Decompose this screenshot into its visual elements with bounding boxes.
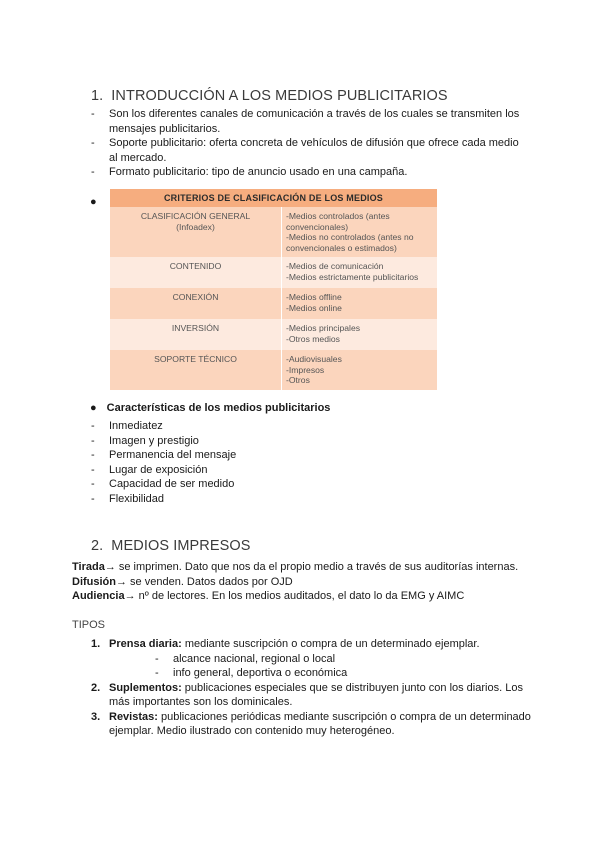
characteristics-heading: ● Características de los medios publicitarios xyxy=(90,402,331,414)
type-item: 1. Prensa diaria: mediante suscripción o compra de un determinado ejemplar. - alcance nacional, regional o local - info general, deportiva o económica xyxy=(91,637,531,681)
intro-item: - Soporte publicitario: oferta concreta de vehículos de difusión que ofrece cada medio al mercado. xyxy=(91,136,529,165)
table-cell-category: SOPORTE TÉCNICO xyxy=(110,350,282,390)
table-row xyxy=(110,257,437,288)
table-cell-values: -Medios offline -Medios online xyxy=(282,288,438,319)
definition-line: Audiencia→ nº de lectores. En los medios auditados, el dato lo da EMG y AIMC xyxy=(72,590,465,602)
section-2-heading xyxy=(91,538,251,554)
type-subitems xyxy=(155,652,531,681)
table-row xyxy=(110,207,437,257)
definition-line: Difusión→ se venden. Datos dados por OJD xyxy=(72,575,293,588)
section-2-title: MEDIOS IMPRESOS xyxy=(111,538,251,554)
table-cell-values: -Medios controlados (antes convencionales) -Medios no controlados (antes no convencionales o estimados) xyxy=(282,207,438,257)
bullet: ● xyxy=(90,196,97,208)
list-item: - Lugar de exposición xyxy=(91,463,236,478)
list-item: - Capacidad de ser medido xyxy=(91,477,236,492)
table-cell-category: CLASIFICACIÓN GENERAL (Infoadex) xyxy=(110,207,282,257)
characteristics-list xyxy=(91,419,236,506)
sub-item: - alcance nacional, regional o local xyxy=(155,652,531,667)
type-item: 3. Revistas: publicaciones periódicas mediante suscripción o compra de un determinado ejemplar. Medio ilustrado con contenido muy heterogéneo. xyxy=(91,710,531,737)
table-row xyxy=(110,288,437,319)
table-cell-category: CONEXIÓN xyxy=(110,288,282,319)
classification-table xyxy=(110,189,437,390)
types-label: TIPOS xyxy=(72,619,106,631)
section-2-number: 2. xyxy=(91,538,104,554)
table-row xyxy=(110,350,437,390)
definitions xyxy=(72,560,518,604)
sub-item: - info general, deportiva o económica xyxy=(155,666,531,681)
table-cell-values: -Medios principales -Otros medios xyxy=(282,319,438,350)
intro-item: - Son los diferentes canales de comunicación a través de los cuales se transmiten los mensajes publicitarios. xyxy=(91,107,529,136)
table-cell-category: CONTENIDO xyxy=(110,257,282,288)
table-cell-category: INVERSIÓN xyxy=(110,319,282,350)
section-1-heading xyxy=(91,88,448,104)
list-item: - Permanencia del mensaje xyxy=(91,448,236,463)
types-list xyxy=(91,637,531,739)
list-item: - Inmediatez xyxy=(91,419,236,434)
list-item: - Imagen y prestigio xyxy=(91,434,236,449)
list-item: - Flexibilidad xyxy=(91,492,236,507)
table-header: CRITERIOS DE CLASIFICACIÓN DE LOS MEDIOS xyxy=(110,189,437,207)
intro-list xyxy=(91,107,531,180)
type-item: 2. Suplementos: publicaciones especiales que se distribuyen junto con los diarios. Los más importantes son los dominicales. xyxy=(91,681,523,708)
section-1-number: 1. xyxy=(91,88,104,104)
section-1-title: INTRODUCCIÓN A LOS MEDIOS PUBLICITARIOS xyxy=(111,88,448,104)
table-cell-values: -Medios de comunicación -Medios estrictamente publicitarios xyxy=(282,257,438,288)
definition-line: Tirada→ se imprimen. Dato que nos da el propio medio a través de sus auditorías internas. xyxy=(72,561,519,573)
table-cell-values: -Audiovisuales -Impresos -Otros xyxy=(282,350,438,390)
table-row xyxy=(110,319,437,350)
intro-item: - Formato publicitario: tipo de anuncio usado en una campaña. xyxy=(91,165,531,180)
